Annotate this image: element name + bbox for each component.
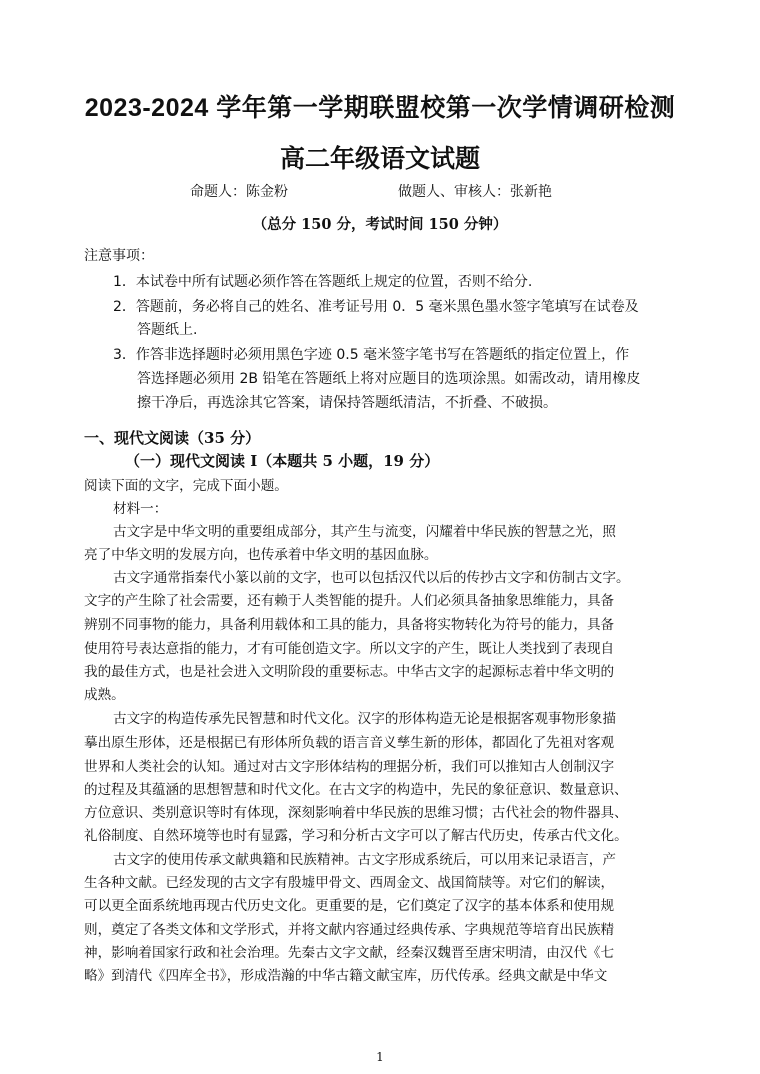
notice-line: 答选择题必须用 2B 铅笔在答题纸上将对应题目的选项涂黑。如需改动，请用橡皮 [137,371,641,387]
passage-line: 则，奠定了各类文体和文学形式，并将文献内容通过经典传承、字典规范等培育出民族精 [84,922,615,938]
passage-line: 古文字是中华文明的重要组成部分，其产生与流变，闪耀着中华民族的智慧之光，照 [113,524,616,540]
passage-line: 的过程及其蕴涵的思想智慧和时代文化。在古文字的构造中，先民的象征意识、数量意识、 [84,782,628,798]
author-label: 命题人：陈金粉 [190,184,288,200]
passage-line: 略》到清代《四库全书》，形成浩瀚的中华古籍文献宝库，历代传承。经典文献是中华文 [84,968,608,984]
passage-line: 古文字的构造传承先民智慧和时代文化。汉字的形体构造无论是根据客观事物形象描 [113,711,616,727]
passage-line: 成熟。 [84,687,125,703]
page-number: 1 [376,1050,384,1064]
passage-line: 古文字的使用传承文献典籍和民族精神。古文字形成系统后，可以用来记录语言，产 [113,852,616,868]
passage-line: 古文字通常指秦代小篆以前的文字，也可以包括汉代以后的传抄古文字和仿制古文字。 [113,570,630,586]
passage-line: 摹出原生形体，还是根据已有形体所负载的语言音义孳生新的形体，都固化了先祖对客观 [84,735,615,751]
exam-subtitle: 高二年级语文试题 [279,145,480,173]
notice-line: 1．本试卷中所有试题必须作答在答题纸上规定的位置，否则不给分. [113,274,533,290]
passage-line: 文字的产生除了社会需要，还有赖于人类智能的提升。人们必须具备抽象思维能力，具备 [84,593,615,609]
notice-heading: 注意事项： [84,248,154,264]
notice-line: 3．作答非选择题时必须用黑色字迹 0.5 毫米签字笔书写在答题纸的指定位置上，作 [113,347,630,363]
notice-line: 擦干净后，再选涂其它答案，请保持答题纸清洁，不折叠、不破损。 [137,395,557,411]
score-info: （总分 150 分，考试时间 150 分钟） [252,216,508,233]
reviewer-label: 做题人、审核人：张新艳 [398,184,552,200]
passage-line: 神，影响着国家行政和社会治理。先秦古文字文献，经秦汉魏晋至唐宋明清，由汉代《七 [84,945,615,961]
passage-line: 辨别不同事物的能力，具备利用载体和工具的能力，具备将实物转化为符号的能力，具备 [84,617,615,633]
passage-line: 亮了中华文明的发展方向，也传承着中华文明的基因血脉。 [84,547,438,563]
exam-title: 2023-2024 学年第一学期联盟校第一次学情调研检测 [84,94,676,122]
notice-line: 答题纸上. [137,322,198,338]
passage-line: 世界和人类社会的认知。通过对古文字形体结构的理据分析，我们可以推知古人创制汉字 [84,759,615,775]
passage-line: 我的最佳方式，也是社会进入文明阶段的重要标志。中华古文字的起源标志着中华文明的 [84,664,615,680]
passage-line: 使用符号表达意指的能力，才有可能创造文字。所以文字的产生，既让人类找到了表现自 [84,641,615,657]
passage-line: 礼俗制度、自然环境等也时有显露，学习和分析古文字可以了解古代历史，传承古代文化。 [84,828,628,844]
subsection-heading: （一）现代文阅读 I（本题共 5 小题，19 分） [125,452,440,470]
notice-line: 2．答题前，务必将自己的姓名、准考证号用 0．5 毫米黑色墨水签字笔填写在试卷及 [113,299,639,315]
passage-line: 可以更全面系统地再现古代历史文化。更重要的是，它们奠定了汉字的基本体系和使用规 [84,898,615,914]
passage-line: 生各种文献。已经发现的古文字有殷墟甲骨文、西周金文、战国简牍等。对它们的解读， [84,875,615,891]
reading-instruction: 阅读下面的文字，完成下面小题。 [84,478,288,494]
passage-line: 方位意识、类别意识等时有体现，深刻影响着中华民族的思维习惯；古代社会的物件器具、 [84,805,628,821]
material-label: 材料一： [113,501,168,517]
section-heading: 一、现代文阅读（35 分） [84,429,261,447]
